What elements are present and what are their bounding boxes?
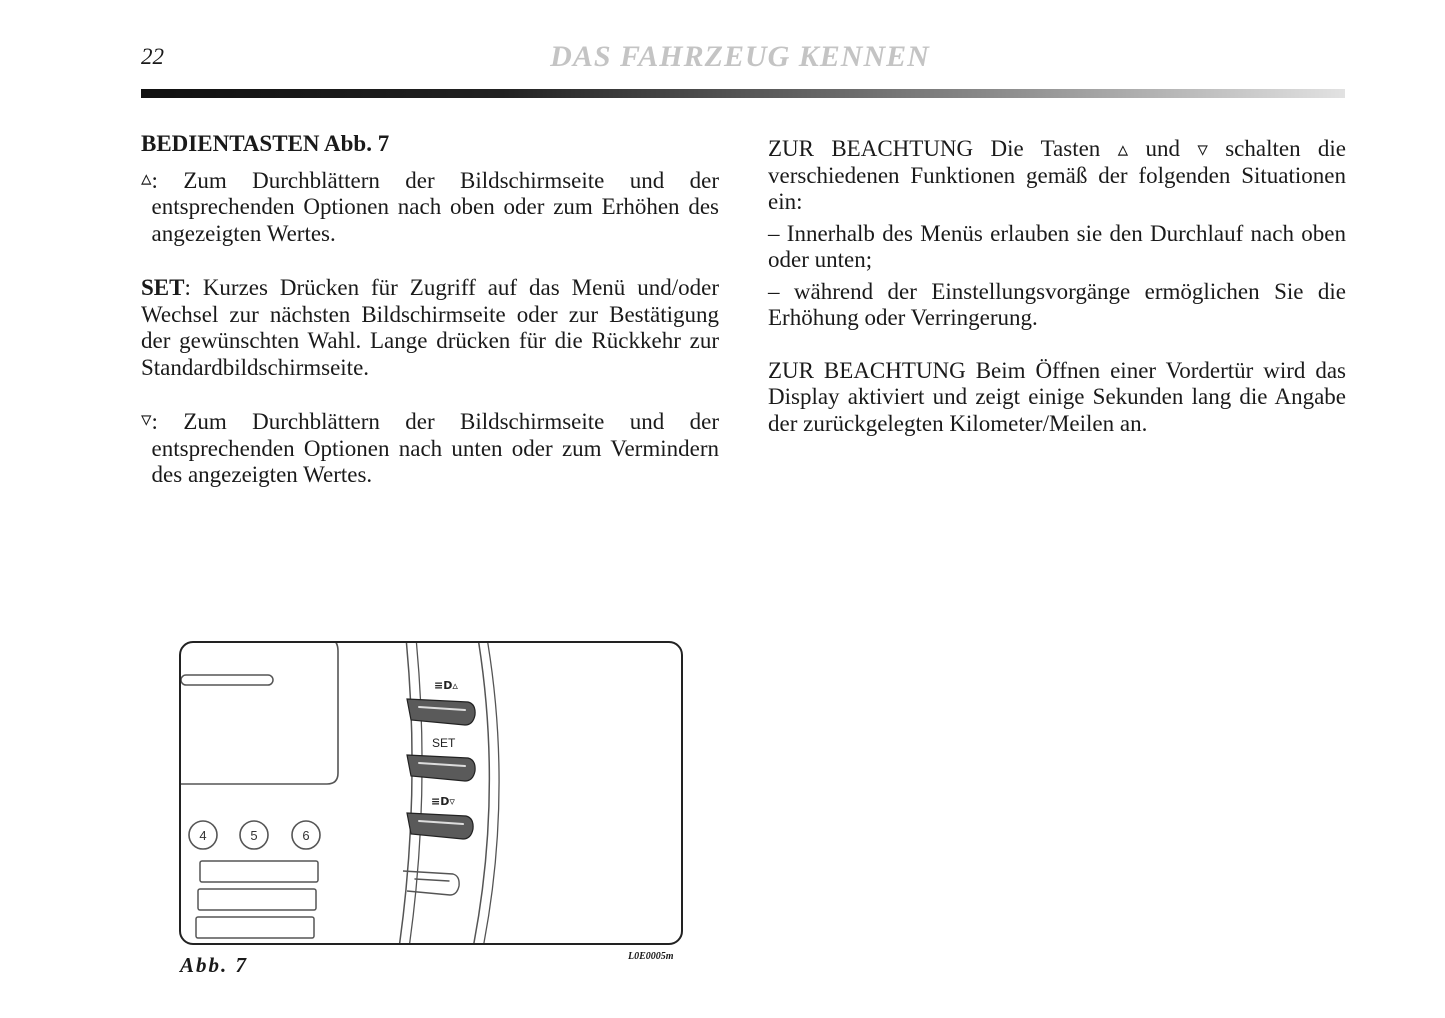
preset-label-5: 5 <box>250 828 258 843</box>
down-triangle-icon: ▿ <box>1197 137 1208 161</box>
panel-edge-3 <box>473 643 489 943</box>
lower-rocker-outline <box>403 871 459 895</box>
down-key-description: : Zum Durchblättern der Bildschirmseite und der entsprechenden Optionen nach unten oder zum Vermindern des angezeigten Wertes. <box>151 409 719 487</box>
dashboard-figure <box>179 641 683 945</box>
note-keys-prefix: ZUR BEACHTUNG Die Tasten <box>768 136 1118 161</box>
preset-label-6: 6 <box>302 828 310 843</box>
running-title: DAS FAHRZEUG KENNEN <box>550 40 930 73</box>
display-slot <box>181 675 273 685</box>
preset-label-4: 4 <box>199 828 207 843</box>
note-keys <box>768 136 1346 216</box>
down-button-legend: ≡D▿ <box>431 795 455 808</box>
display-screen <box>181 643 338 784</box>
down-triangle-icon: ▿ <box>141 407 152 431</box>
figure-code: L0E0005m <box>628 951 674 962</box>
header-rule <box>141 89 1345 98</box>
bullet-settings: – während der Einstellungsvorgänge ermöglichen Sie die Erhöhung oder Verringerung. <box>768 278 1346 330</box>
section-heading: BEDIENTASTEN Abb. 7 <box>141 131 390 156</box>
up-key-entry <box>141 165 719 248</box>
left-column <box>141 131 719 489</box>
up-triangle-icon: ▵ <box>141 165 152 190</box>
set-key-entry <box>141 275 719 381</box>
down-rocker-button <box>407 813 473 839</box>
panel-edge-1 <box>399 643 412 943</box>
up-rocker-button <box>407 699 475 725</box>
slot-bar-3 <box>196 917 314 938</box>
set-key-description: : Kurzes Drücken für Zugriff auf das Menü und/oder Wechsel zur nächsten Bildschirmseite oder zur Bestätigung der gewünschten Wahl. Lange drücken für die Rückkehr zur Standardbildschirmseite. <box>141 275 719 380</box>
right-column <box>768 136 1346 437</box>
down-key-entry <box>141 409 719 489</box>
note-door: ZUR BEACHTUNG Beim Öffnen einer Vordertür wird das Display aktiviert und zeigt einige Sekunden lang die Angabe der zurückgelegten Kilometer/Meilen an. <box>768 357 1346 436</box>
up-button-legend: ≡D▵ <box>434 679 458 692</box>
panel-edge-4 <box>483 643 499 943</box>
panel-edge-2 <box>409 643 422 943</box>
figure-caption: Abb. 7 <box>180 953 249 977</box>
set-button-legend: SET <box>432 736 456 750</box>
page-number: 22 <box>141 44 164 69</box>
slot-bar-2 <box>198 889 316 910</box>
set-key-label: SET <box>141 275 185 300</box>
set-rocker-button <box>407 755 475 781</box>
note-keys-suffix: schalten die verschiedenen Funktionen gemäß der folgenden Situationen ein: <box>768 136 1346 214</box>
slot-bar-1 <box>200 861 318 882</box>
bullet-menu: – Innerhalb des Menüs erlauben sie den Durchlauf nach oben oder unten; <box>768 220 1346 272</box>
up-triangle-icon: ▵ <box>1117 137 1129 161</box>
note-keys-and: und <box>1128 136 1198 161</box>
up-key-description: : Zum Durchblättern der Bildschirmseite und der entsprechenden Optionen nach oben oder zum Erhöhen des angezeigten Wertes. <box>151 167 719 246</box>
